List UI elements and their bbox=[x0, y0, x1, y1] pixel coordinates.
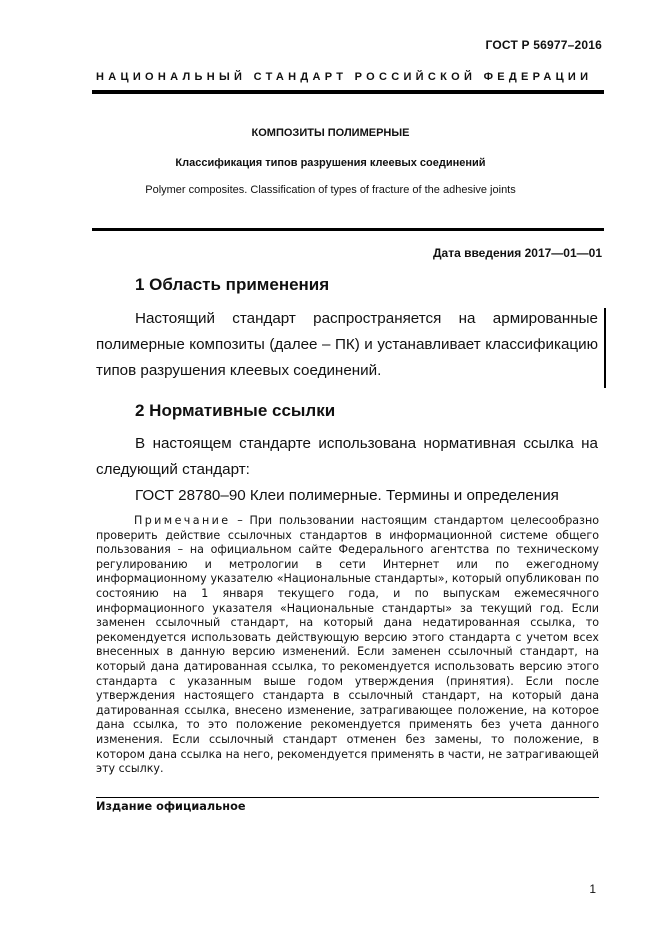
standard-code: ГОСТ Р 56977–2016 bbox=[485, 38, 602, 52]
page-number: 1 bbox=[589, 882, 596, 896]
reference-item: ГОСТ 28780–90 Клеи полимерные. Термины и определения bbox=[135, 487, 559, 504]
note-block bbox=[96, 514, 599, 777]
national-standard-banner: НАЦИОНАЛЬНЫЙ СТАНДАРТ РОССИЙСКОЙ ФЕДЕРАЦИИ bbox=[96, 71, 593, 83]
introduction-date: Дата введения 2017—01—01 bbox=[432, 246, 602, 260]
section-references-text bbox=[96, 431, 598, 483]
title-divider bbox=[92, 228, 604, 231]
note-paragraph bbox=[96, 514, 599, 777]
references-paragraph: В настоящем стандарте использована нормативная ссылка на следующий стандарт: bbox=[96, 435, 598, 478]
top-divider bbox=[92, 90, 604, 94]
footer-divider bbox=[96, 797, 599, 798]
note-text: – При пользовании настоящим стандартом целесообразно проверить действие ссылочных стандартов в информационной системе общего пользования – на официальном сайте Федерального агентства по техническому регулированию и метрологии в сети Интернет или по ежегодному информационному указателю «Национальные стандарты», который опубликован по состоянию на 1 января текущего года, и по выпускам ежемесячного информационного указателя «Национальные стандарты» за текущий год. Если заменен ссылочный стандарт, на который дана недатированная ссылка, то рекомендуется использовать действующую версию этого стандарта с учетом всех внесенных в данную версию изменений. Если заменен ссылочный стандарт, на который дана датированная ссылка, то рекомендуется использовать версию этого стандарта с указанным выше годом утверждения (принятия). Если после утверждения настоящего стандарта в ссылочный стандарт, на который дана датированная ссылка, внесено изменение, затрагивающее положение, на которое дана ссылка, то это положение рекомендуется применять без учета данного изменения. Если ссылочный стандарт отменен без замены, то положение, в котором дана ссылка на него, рекомендуется применять в части, не затрагивающей эту ссылку. bbox=[96, 514, 599, 776]
document-title: КОМПОЗИТЫ ПОЛИМЕРНЫЕ bbox=[251, 127, 410, 139]
section-heading-scope: 1 Область применения bbox=[135, 275, 330, 294]
section-heading-references: 2 Нормативные ссылки bbox=[135, 401, 336, 420]
change-marker-bar bbox=[604, 308, 606, 388]
note-label: Примечание bbox=[134, 514, 231, 527]
scope-paragraph: Настоящий стандарт распространяется на армированные полимерные композиты (далее – ПК) и устанавливает классификацию типов разрушения клеевых соединений. bbox=[96, 310, 598, 379]
document-subtitle: Классификация типов разрушения клеевых соединений bbox=[175, 157, 486, 169]
edition-label: Издание официальное bbox=[96, 800, 246, 813]
document-title-english: Polymer composites. Classification of types of fracture of the adhesive joints bbox=[145, 184, 516, 196]
section-scope-text bbox=[96, 306, 598, 384]
